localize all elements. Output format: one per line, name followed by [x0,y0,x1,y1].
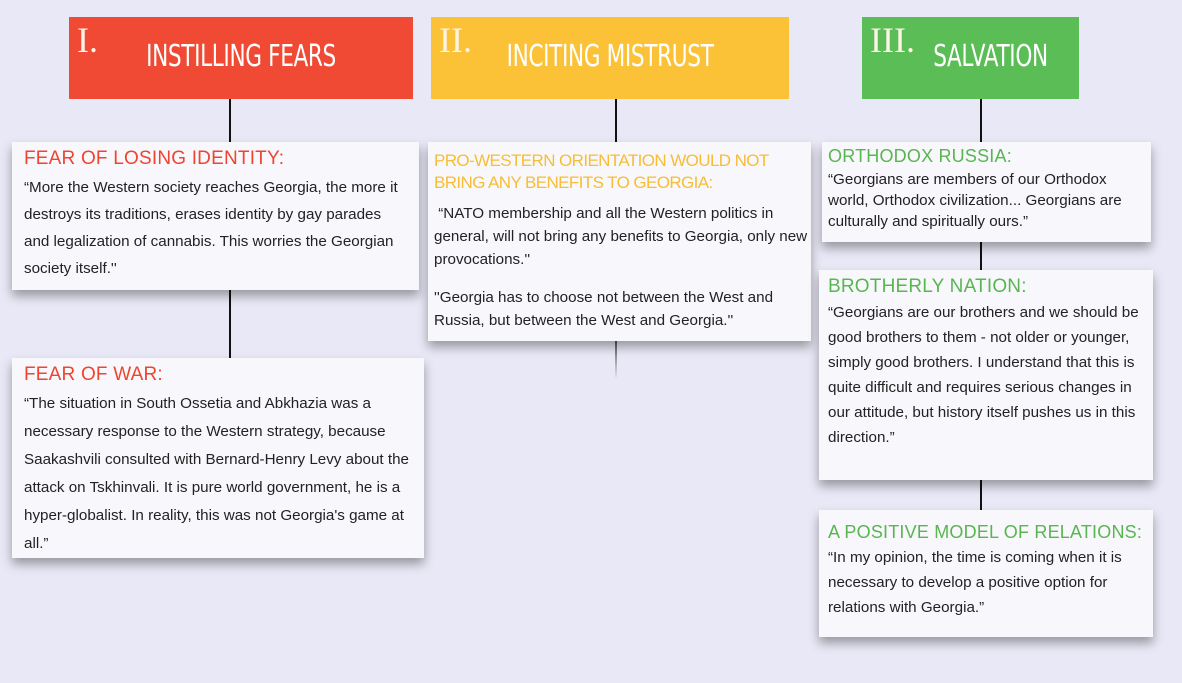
card-title: ORTHODOX RUSSIA: [828,146,1012,166]
header-title: INCITING MISTRUST [506,39,714,74]
card-pro-western-orientation [428,142,811,341]
card-quote: “NATO membership and all the Western politics in general, will not bring any benefits to Georgia, only new provocations.'' [434,205,812,268]
card-positive-model-of-relations [819,510,1153,637]
card-orthodox-russia [822,142,1151,242]
card-brotherly-nation [819,270,1153,480]
connector-line [980,242,982,270]
card-fear-of-war [12,358,424,558]
connector-line [980,99,982,142]
card-title: FEAR OF LOSING IDENTITY: [24,148,285,169]
card-quote: “In my opinion, the time is coming when it is necessary to develop a positive option for relations with Georgia.” [828,549,1122,616]
connector-line [229,99,231,142]
header-salvation [862,17,1079,99]
card-quote: “Georgians are members of our Orthodox world, Orthodox civilization... Georgians are culturally and spiritually ours.” [828,171,1122,230]
card-title: PRO-WESTERN ORIENTATION WOULD NOT BRING ANY BENEFITS TO GEORGIA: [434,151,769,192]
header-inciting-mistrust [431,17,789,99]
connector-line [980,480,982,510]
header-title: SALVATION [933,39,1048,74]
card-title: BROTHERLY NATION: [828,276,1027,297]
card-quote: “More the Western society reaches Georgia, the more it destroys its traditions, erases identity by gay parades and legalization of cannabis. This worries the Georgian society itself.'' [24,179,398,277]
header-number: I. [77,20,98,60]
card-title: FEAR OF WAR: [24,364,163,385]
header-number: III. [870,20,915,60]
card-quote: ''Georgia has to choose not between the West and Russia, but between the West and Georgia.'' [434,289,774,329]
card-quote: “Georgians are our brothers and we should be good brothers to them - not older or younger, simply good brothers. I understand that this is quite difficult and requires serious changes in our attitude, but history itself pushes us in this direction.” [828,304,1139,446]
header-number: II. [439,20,472,60]
header-instilling-fears [69,17,413,99]
card-title: A POSITIVE MODEL OF RELATIONS: [828,522,1143,542]
card-fear-of-losing-identity [12,142,419,290]
card-quote: “The situation in South Ossetia and Abkhazia was a necessary response to the Western strategy, because Saakashvili consulted with Bernard-Henry Levy about the attack on Tskhinvali. It is pure world government, he is a hyper-globalist. In reality, this was not Georgia's game at all.” [24,395,409,552]
header-title: INSTILLING FEARS [146,39,336,74]
connector-line [615,99,617,142]
connector-line [229,290,231,358]
connector-line-fade [615,341,617,379]
